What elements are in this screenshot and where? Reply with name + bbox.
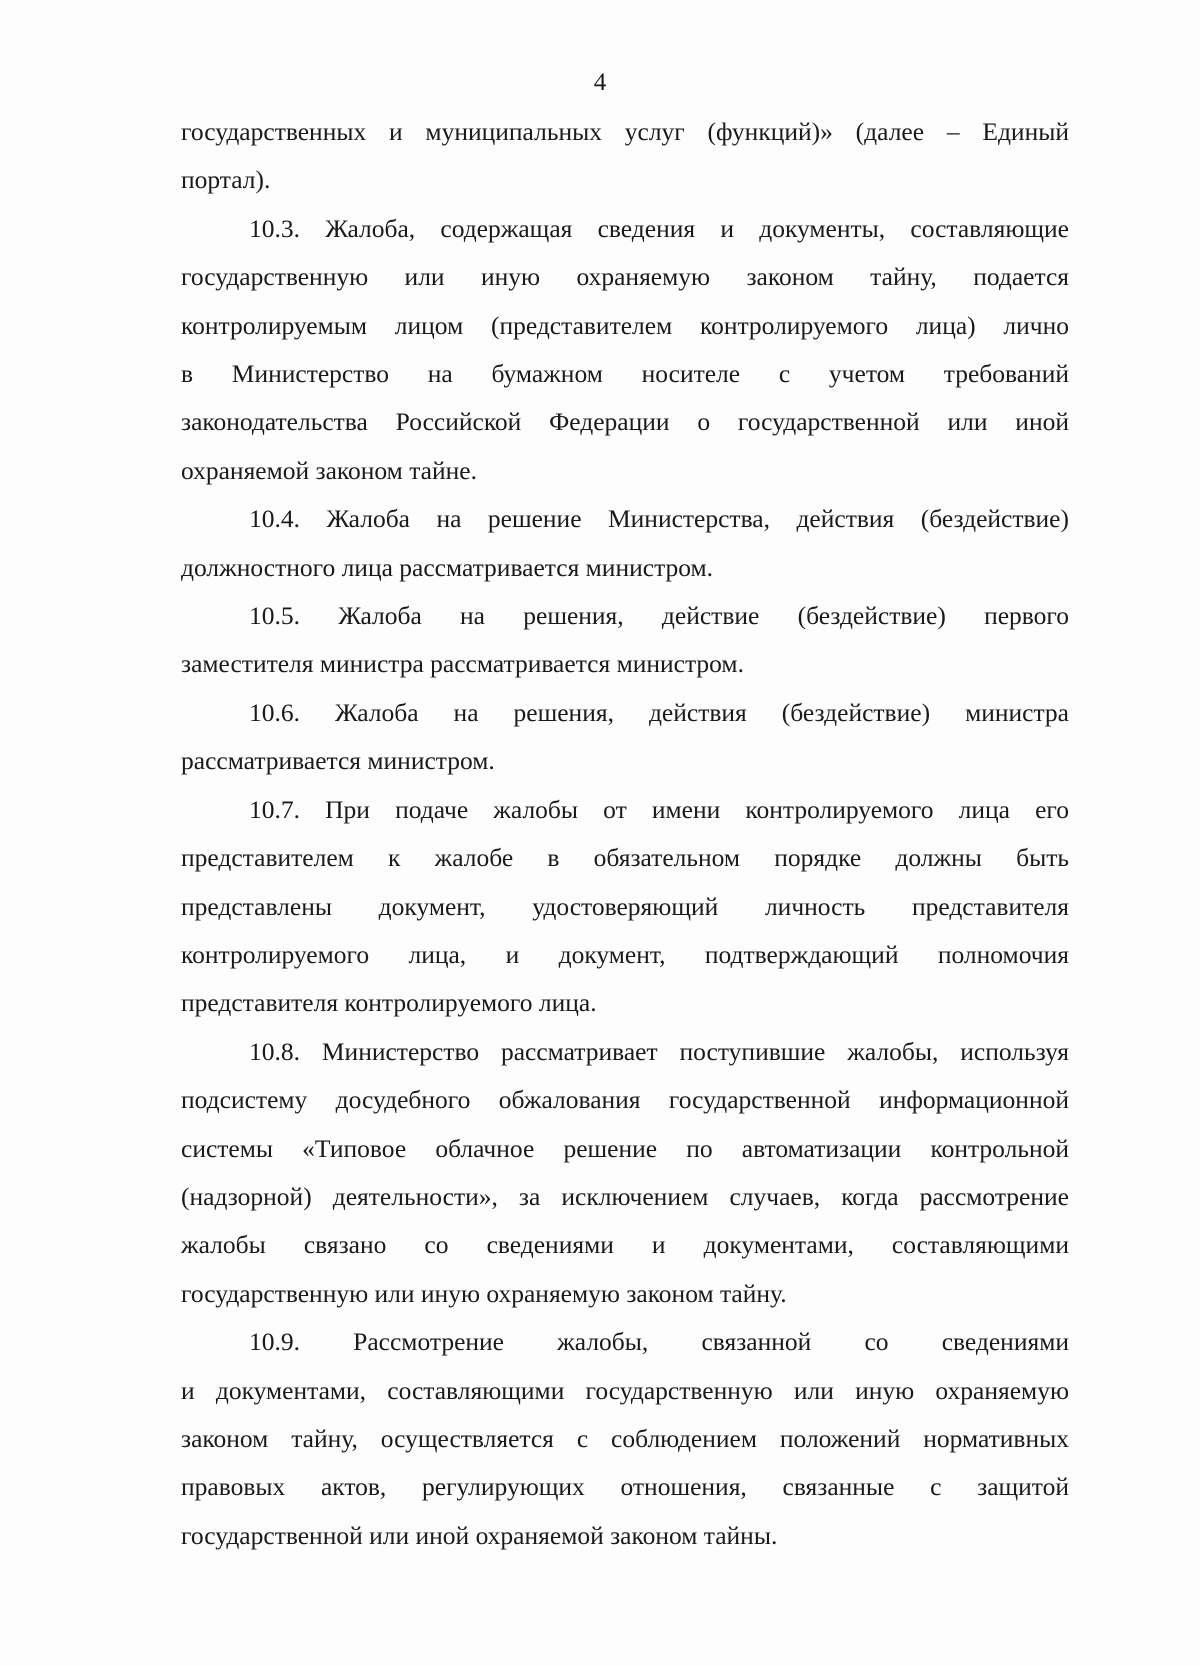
paragraph-p-10-8 (181, 1028, 1069, 1318)
text-line: государственную или иную охраняемую законом тайну. (181, 1278, 787, 1308)
text-line: законом тайну, осуществляется с соблюдением положений нормативных (181, 1423, 1069, 1453)
text-line: законодательства Российской Федерации о государственной или иной (181, 407, 1069, 437)
paragraph-p-continuation (181, 108, 1069, 205)
page-number: 4 (593, 69, 607, 96)
text-line: 10.4. Жалоба на решение Министерства, действия (бездействие) (249, 504, 1069, 534)
text-line: охраняемой законом тайне. (181, 455, 477, 485)
text-line: в Министерство на бумажном носителе с учетом требований (181, 359, 1069, 389)
paragraph-p-10-7 (181, 786, 1069, 1028)
text-line: и документами, составляющими государственную или иную охраняемую (181, 1375, 1069, 1405)
text-line: 10.6. Жалоба на решения, действия (бездействие) министра (249, 697, 1069, 727)
text-line: правовых актов, регулирующих отношения, связанные с защитой (181, 1472, 1069, 1502)
text-line: рассматривается министром. (181, 746, 495, 776)
text-line: портал). (181, 165, 271, 195)
text-line: контролируемым лицом (представителем контролируемого лица) лично (181, 310, 1069, 340)
text-line: жалобы связано со сведениями и документами, составляющими (181, 1230, 1069, 1260)
paragraph-p-10-6 (181, 689, 1069, 786)
text-line: заместителя министра рассматривается министром. (181, 649, 744, 679)
text-line: представлены документ, удостоверяющий личность представителя (181, 891, 1069, 921)
paragraph-p-10-5 (181, 592, 1069, 689)
text-line: 10.5. Жалоба на решения, действие (бездействие) первого (249, 601, 1069, 631)
text-line: 10.9. Рассмотрение жалобы, связанной со сведениями (249, 1327, 1069, 1357)
text-line: государственную или иную охраняемую законом тайну, подается (181, 262, 1069, 292)
text-line: государственных и муниципальных услуг (функций)» (далее – Единый (181, 117, 1069, 146)
text-line: (надзорной) деятельности», за исключением случаев, когда рассмотрение (181, 1181, 1069, 1211)
text-line: представителя контролируемого лица. (181, 988, 597, 1018)
paragraph-p-10-3 (181, 205, 1069, 495)
document-body (181, 108, 1069, 1560)
text-line: подсистему досудебного обжалования государственной информационной (181, 1085, 1069, 1115)
text-line: 10.8. Министерство рассматривает поступившие жалобы, используя (249, 1036, 1069, 1066)
text-line: контролируемого лица, и документ, подтверждающий полномочия (181, 939, 1069, 969)
text-line: государственной или иной охраняемой законом тайны. (181, 1520, 778, 1550)
text-line: 10.3. Жалоба, содержащая сведения и документы, составляющие (249, 213, 1069, 243)
text-line: 10.7. При подаче жалобы от имени контролируемого лица его (249, 794, 1069, 824)
text-line: системы «Типовое облачное решение по автоматизации контрольной (181, 1133, 1069, 1163)
text-line: должностного лица рассматривается министром. (181, 552, 714, 582)
paragraph-p-10-9 (181, 1318, 1069, 1560)
paragraph-p-10-4 (181, 495, 1069, 592)
text-line: представителем к жалобе в обязательном порядке должны быть (181, 843, 1069, 873)
